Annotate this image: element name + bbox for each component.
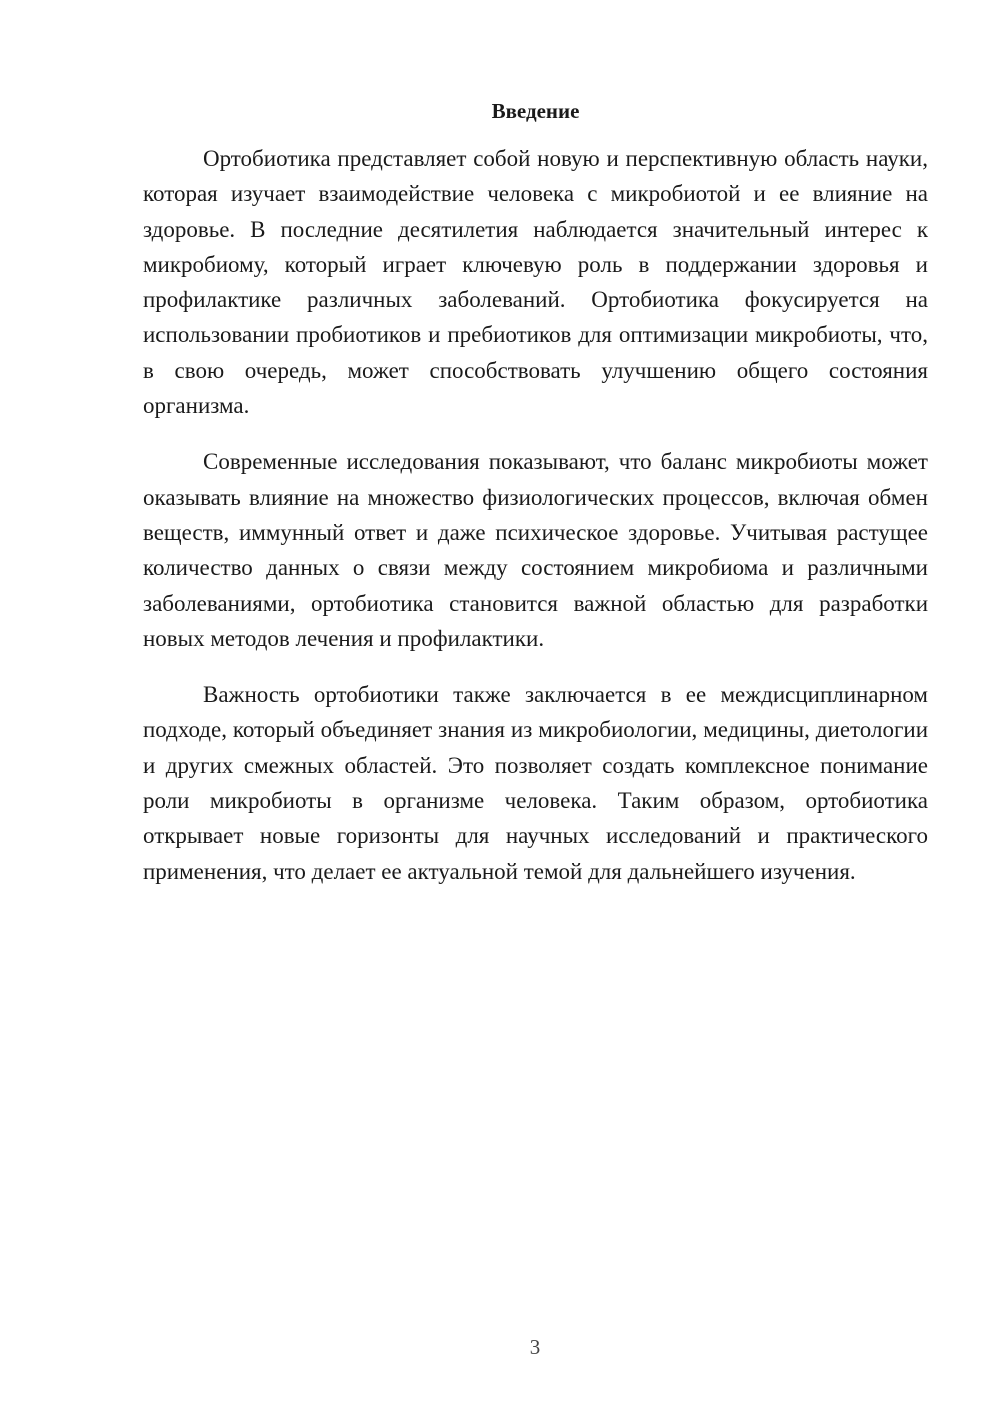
body-text [143,141,928,910]
paragraph-2: Современные исследования показывают, что баланс микробиоты может оказывать влияние на множество физиологических процессов, включая обмен веществ, иммунный ответ и даже психическое здоровье. Учитывая растущее количество данных о связи между состоянием микробиома и различными заболеваниями, ортобиотика становится важной областью для разработки новых методов лечения и профилактики. [143,449,928,651]
paragraph-3: Важность ортобиотики также заключается в ее междисциплинарном подходе, который объединяет знания из микробиологии, медицины, диетологии и других смежных областей. Это позволяет создать комплексное понимание роли микробиоты в организме человека. Таким образом, ортобиотика открывает новые горизонты для научных исследований и практического применения, что делает ее актуальной темой для дальнейшего изучения. [143,682,928,884]
paragraph-1: Ортобиотика представляет собой новую и перспективную область науки, которая изучает взаимодействие человека с микробиотой и ее влияние на здоровье. В последние десятилетия наблюдается значительный интерес к микробиому, который играет ключевую роль в поддержании здоровья и профилактике различных заболеваний. Ортобиотика фокусируется на использовании пробиотиков и пребиотиков для оптимизации микробиоты, что, в свою очередь, может способствовать улучшению общего состояния организма. [143,146,928,419]
section-title: Введение [491,99,580,123]
page-number: 3 [529,1335,541,1359]
